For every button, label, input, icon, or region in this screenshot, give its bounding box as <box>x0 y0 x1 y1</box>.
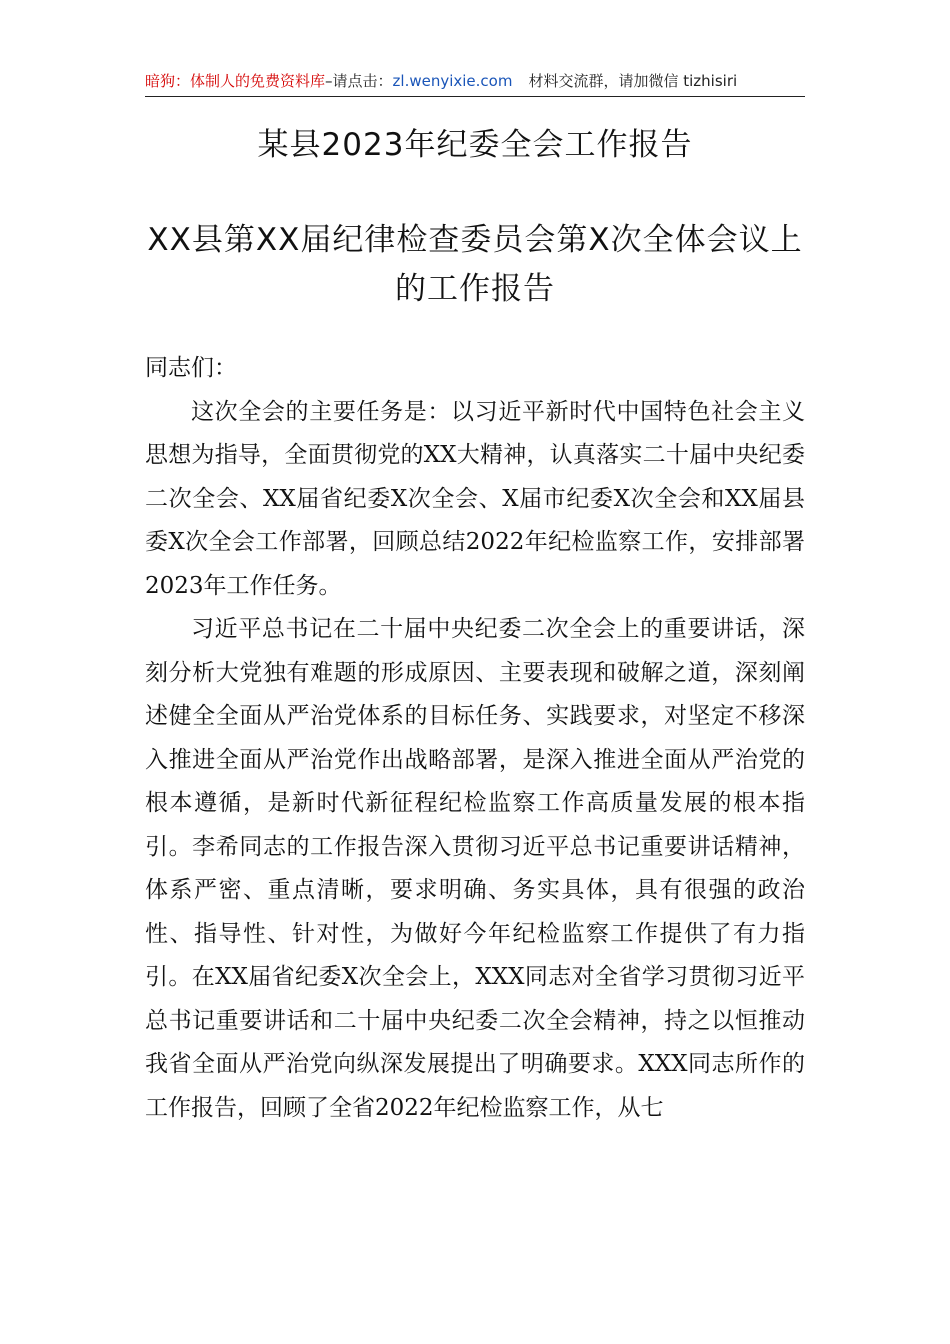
document-subtitle: XX县第XX届纪律检查委员会第X次全体会议上的工作报告 <box>147 222 803 307</box>
paragraph-2: 习近平总书记在二十届中央纪委二次全会上的重要讲话，深刻分析大党独有难题的形成原因、主要表现和破解之道，深刻阐述健全全面从严治党体系的目标任务、实践要求，对坚定不移深入推进全面从严治党作出战略部署，是深入推进全面从严治党的根本遵循，是新时代新征程纪检监察工作高质量发展的根本指引。李希同志的工作报告深入贯彻习近平总书记重要讲话精神，体系严密、重点清晰，要求明确、务实具体，具有很强的政治性、指导性、针对性，为做好今年纪检监察工作提供了有力指引。在XX届省纪委X次全会上，XXX同志对全省学习贯彻习近平总书记重要讲话和二十届中央纪委二次全会精神，持之以恒推动我省全面从严治党向纵深发展提出了明确要求。XXX同志所作的工作报告，回顾了全省2022年纪检监察工作，从七 <box>145 616 805 1121</box>
document-title: 某县2023年纪委全会工作报告 <box>257 127 693 163</box>
header-url-link[interactable]: zl.wenyixie.com <box>392 72 513 90</box>
header-wechat: 材料交流群，请加微信 tizhisiri <box>528 72 738 90</box>
salutation: 同志们： <box>145 355 237 381</box>
document-body <box>145 347 805 1130</box>
paragraph-1: 这次全会的主要任务是：以习近平新时代中国特色社会主义思想为指导，全面贯彻党的XX大精神，认真落实二十届中央纪委二次全会、XX届省纪委X次全会、X届市纪委X次全会和XX届县委X次全会工作部署，回顾总结2022年纪检监察工作，安排部署2023年工作任务。 <box>145 398 805 599</box>
header-brand: 暗狗：体制人的免费资料库 <box>145 72 326 90</box>
header-prompt: –请点击： <box>325 72 393 90</box>
page-header <box>145 66 805 97</box>
